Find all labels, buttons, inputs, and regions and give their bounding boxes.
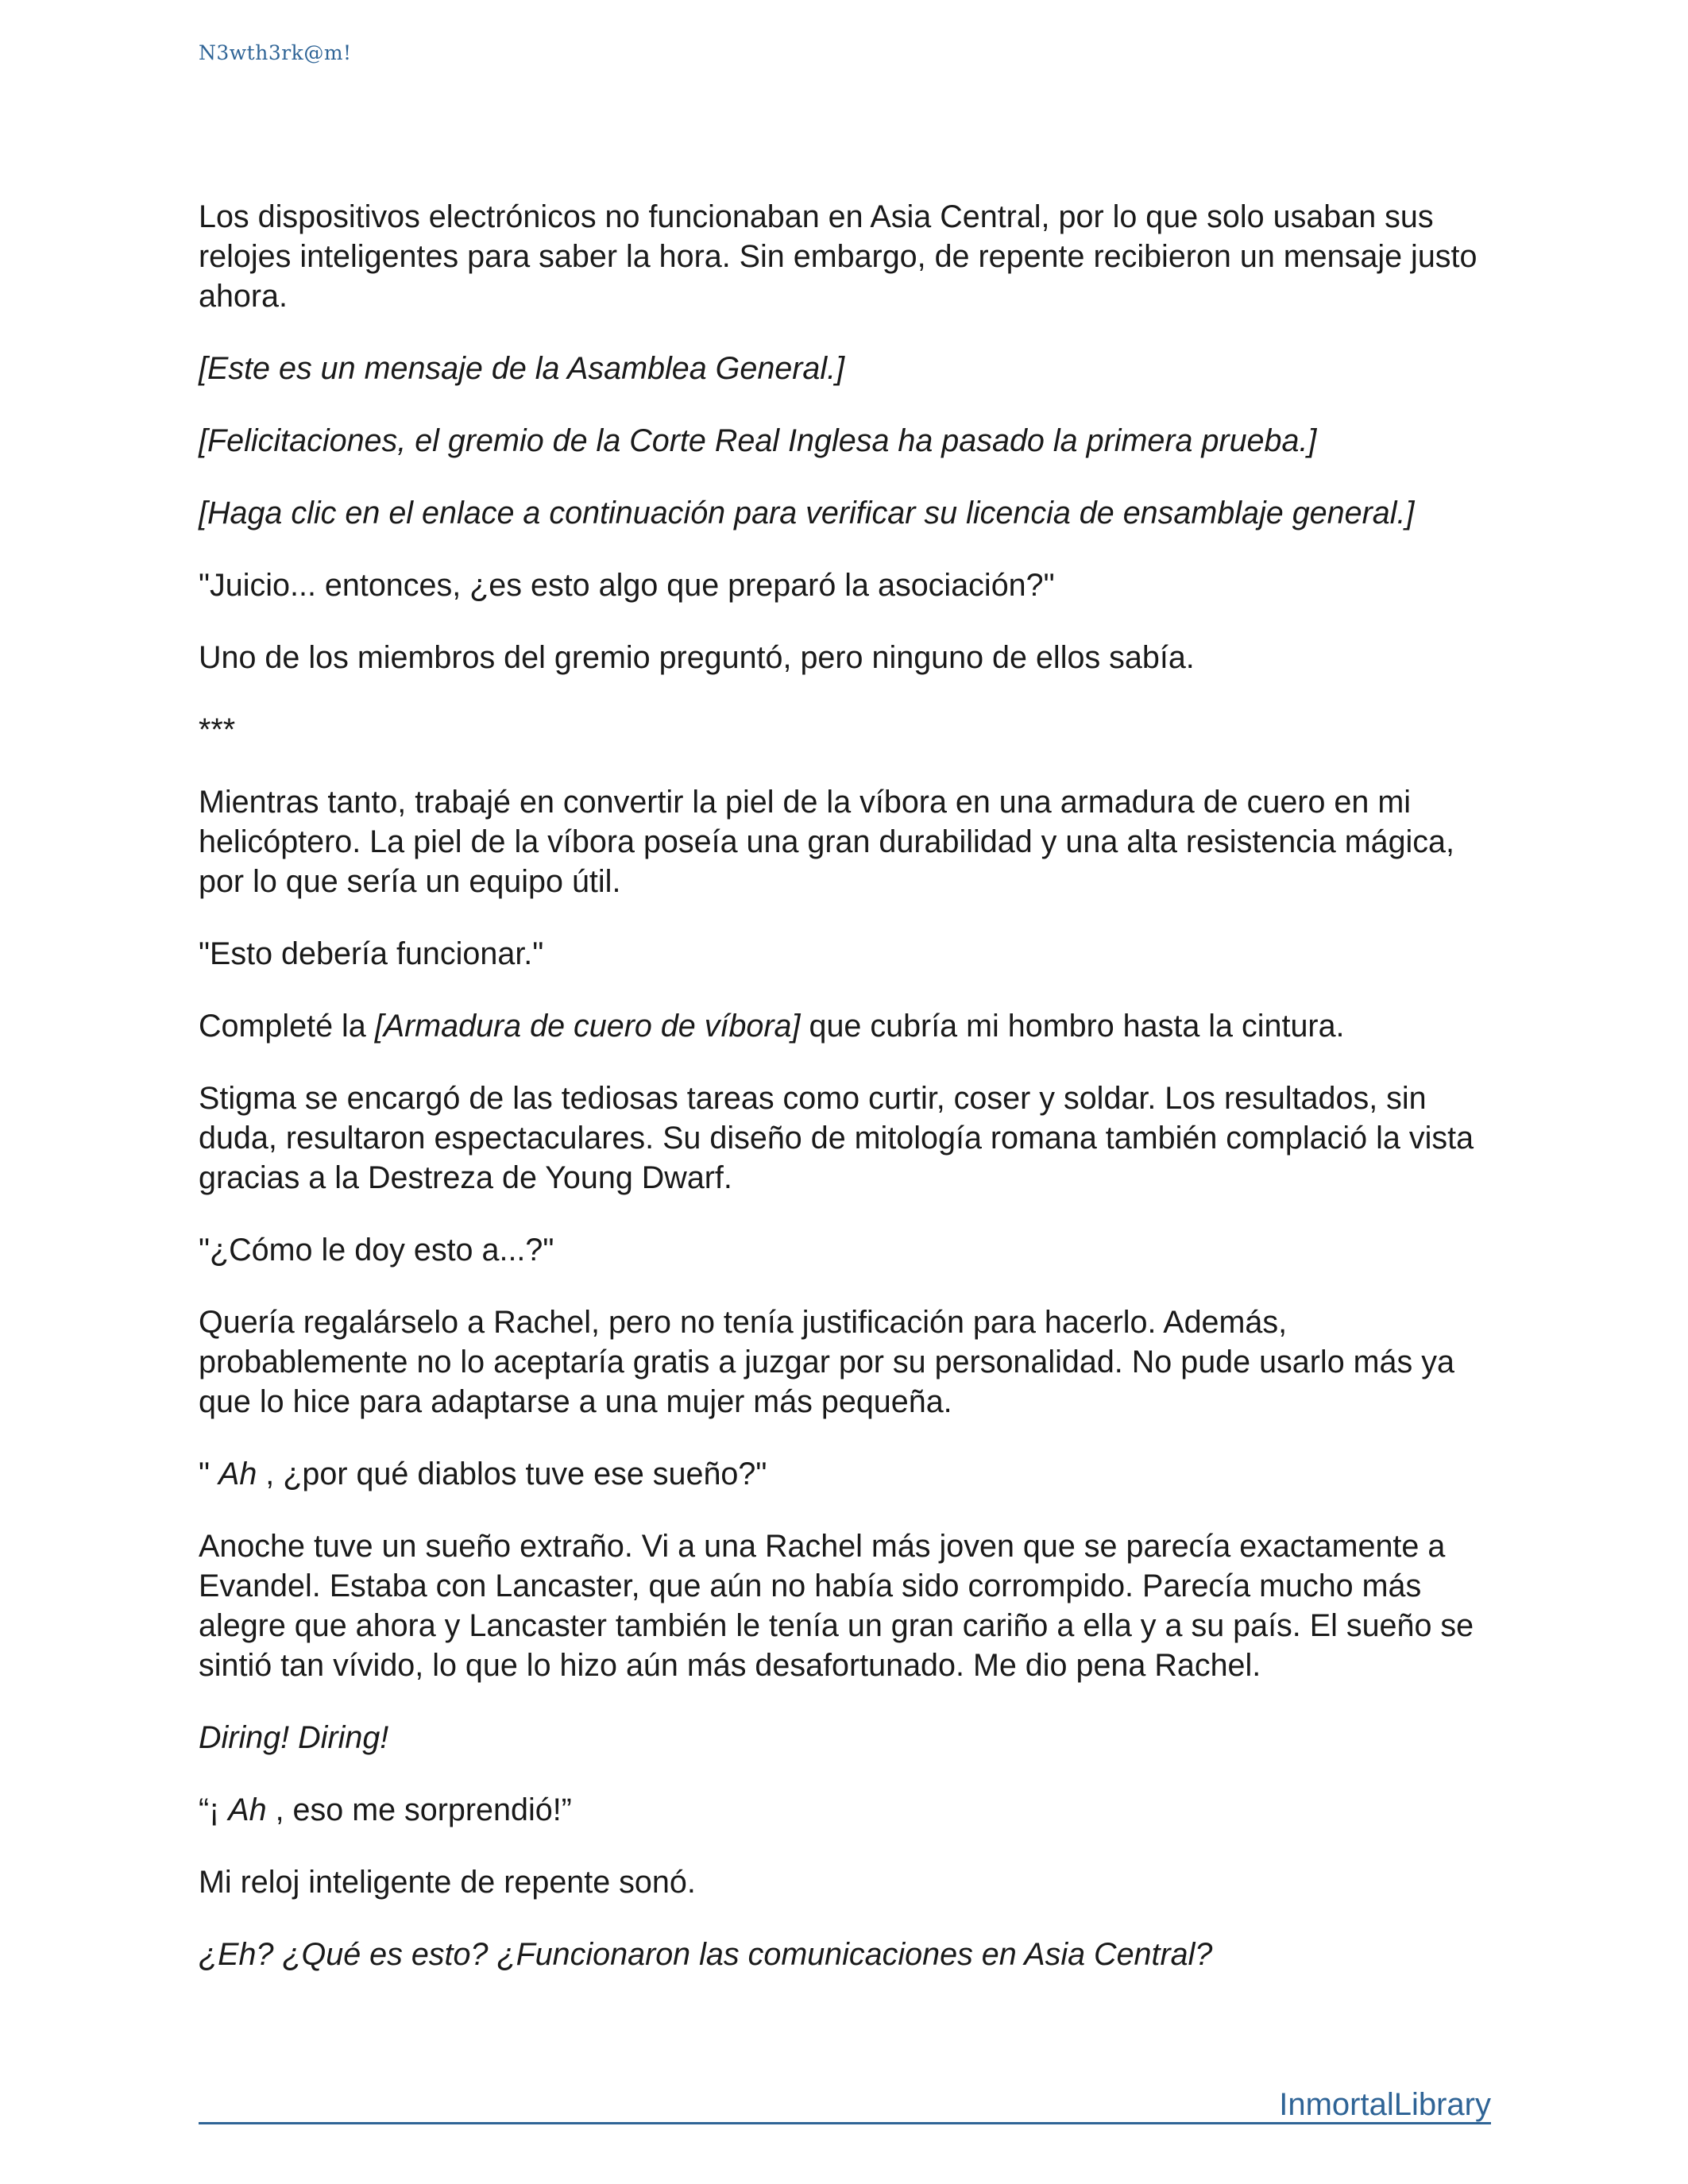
text-segment: Mi reloj inteligente de repente sonó.: [199, 1865, 696, 1900]
text-segment: , eso me sorprendió!”: [266, 1792, 572, 1827]
paragraph: [199, 1526, 1501, 1685]
paragraph: [199, 1790, 1501, 1830]
footer-library-name: InmortalLibrary: [1279, 2087, 1491, 2122]
text-segment: Anoche tuve un sueño extraño. Vi a una Rachel más joven que se parecía exactamente a Evandel. Estaba con Lancaster, que aún no había sido corrompido. Parecía mucho más alegre que ahora y Lancaster también le tenía un gran cariño a ella y a su país. El sueño se sintió tan vívido, lo que lo hizo aún más desafortunado. Me dio pena Rachel.: [199, 1529, 1474, 1683]
text-segment: [Felicitaciones, el gremio de la Corte Real Inglesa ha pasado la primera prueba.]: [199, 423, 1317, 458]
paragraph: [199, 1935, 1501, 1974]
paragraph: [199, 934, 1501, 974]
text-segment: “¡: [199, 1792, 229, 1827]
paragraph: [199, 565, 1501, 605]
paragraph: [199, 638, 1501, 677]
text-segment: ": [199, 1457, 218, 1491]
header-watermark: N3wth3rk@m!: [199, 41, 352, 64]
text-segment: [Este es un mensaje de la Asamblea General.]: [199, 351, 845, 386]
paragraph: [199, 1454, 1501, 1494]
document-body: [199, 197, 1501, 2007]
text-segment: [Haga clic en el enlace a continuación para verificar su licencia de ensamblaje general.]: [199, 496, 1415, 531]
footer-divider: [199, 2122, 1491, 2124]
italic-text: Ah: [228, 1792, 267, 1827]
paragraph: [199, 349, 1501, 388]
paragraph: [199, 493, 1501, 533]
text-segment: que cubría mi hombro hasta la cintura.: [800, 1009, 1345, 1044]
text-segment: "Juicio... entonces, ¿es esto algo que preparó la asociación?": [199, 568, 1055, 603]
paragraph: [199, 1230, 1501, 1270]
text-segment: Uno de los miembros del gremio preguntó, pero ninguno de ellos sabía.: [199, 640, 1195, 675]
paragraph: [199, 710, 1501, 750]
text-segment: Los dispositivos electrónicos no funcionaban en Asia Central, por lo que solo usaban sus relojes inteligentes para saber la hora. Sin embargo, de repente recibieron un mensaje justo ahora.: [199, 199, 1477, 314]
text-segment: Quería regalárselo a Rachel, pero no tenía justificación para hacerlo. Además, probablemente no lo aceptaría gratis a juzgar por su personalidad. No pude usarlo más ya que lo hice para adaptarse a una mujer más pequeña.: [199, 1305, 1454, 1419]
text-segment: Mientras tanto, trabajé en convertir la piel de la víbora en una armadura de cuero en mi helicóptero. La piel de la víbora poseía una gran durabilidad y una alta resistencia mágica, por lo que sería un equipo útil.: [199, 785, 1455, 899]
text-segment: Stigma se encargó de las tediosas tareas como curtir, coser y soldar. Los resultados, sin duda, resultaron espectaculares. Su diseño de mitología romana también complació la vista gracias a la Destreza de Young Dwarf.: [199, 1081, 1474, 1195]
text-segment: Diring! Diring!: [199, 1720, 389, 1755]
text-segment: Completé la: [199, 1009, 375, 1044]
paragraph: [199, 1862, 1501, 1902]
text-segment: , ¿por qué diablos tuve ese sueño?": [257, 1457, 767, 1491]
italic-text: Ah: [218, 1457, 257, 1491]
text-segment: "¿Cómo le doy esto a...?": [199, 1233, 554, 1268]
paragraph: [199, 782, 1501, 901]
italic-text: [Armadura de cuero de víbora]: [374, 1009, 801, 1044]
paragraph: [199, 421, 1501, 461]
paragraph: [199, 1302, 1501, 1422]
paragraph: [199, 1718, 1501, 1758]
paragraph: [199, 1078, 1501, 1198]
text-segment: ¿Eh? ¿Qué es esto? ¿Funcionaron las comunicaciones en Asia Central?: [199, 1937, 1213, 1972]
paragraph: [199, 197, 1501, 316]
text-segment: ***: [199, 712, 236, 747]
paragraph: [199, 1006, 1501, 1046]
text-segment: "Esto debería funcionar.": [199, 936, 544, 971]
